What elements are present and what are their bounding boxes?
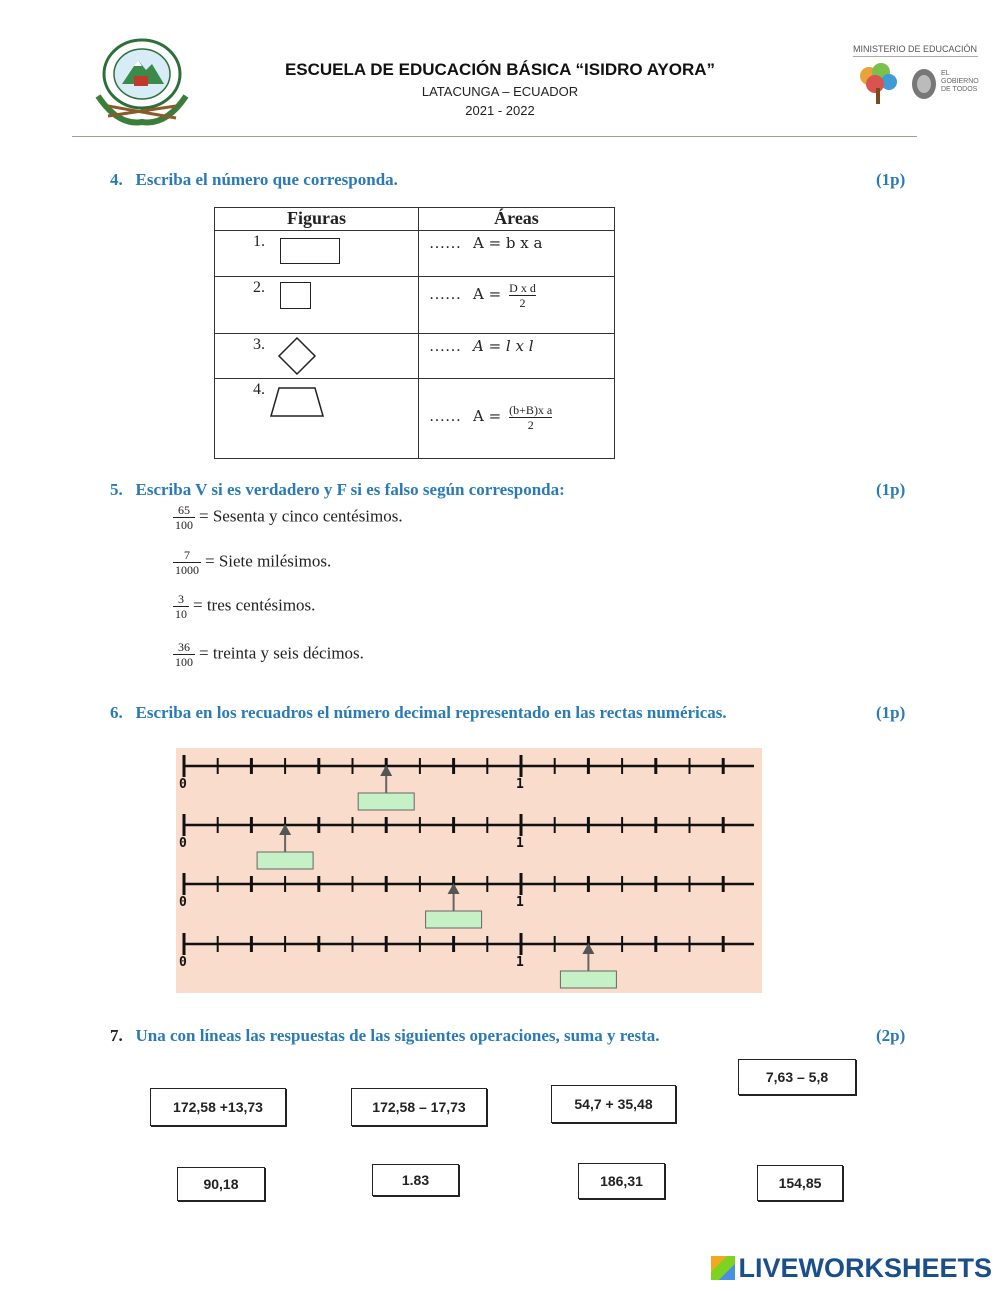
fraction-numerator: 3 xyxy=(178,592,184,606)
label-zero: 0 xyxy=(179,895,187,910)
figure-number: 1. xyxy=(253,233,265,250)
fraction-denominator: 1000 xyxy=(175,563,199,577)
number-lines-panel xyxy=(176,748,762,993)
fraction-denominator: 10 xyxy=(175,607,187,621)
vf-fraction xyxy=(173,503,195,532)
rhombus-shape xyxy=(277,336,317,376)
q5-points: (1p) xyxy=(876,480,906,499)
label-one: 1 xyxy=(516,777,524,792)
formula-fraction xyxy=(509,281,536,310)
vf-statement: = tres centésimos. xyxy=(193,595,316,615)
formula-rectangle: A = b x a xyxy=(473,234,543,252)
operation-box-3[interactable]: 54,7 + 35,48 xyxy=(551,1085,676,1123)
q7-points: (2p) xyxy=(876,1026,906,1045)
q6-title: Escriba en los recuadros el número decimal representado en las rectas numéricas. xyxy=(135,703,727,722)
blank-dots[interactable]: …… xyxy=(429,286,461,304)
operation-box-1[interactable]: 172,58 +13,73 xyxy=(150,1088,286,1126)
trapezoid-shape xyxy=(269,386,325,418)
label-one: 1 xyxy=(516,955,524,970)
gov-line-3: DE TODOS xyxy=(941,86,978,93)
figure-cell-3 xyxy=(215,334,419,379)
formula-lhs: A = xyxy=(473,407,502,426)
vf-statement: = treinta y seis décimos. xyxy=(199,643,364,663)
vf-fraction xyxy=(173,592,189,621)
formula-fraction xyxy=(509,403,552,432)
operation-box-2[interactable]: 172,58 – 17,73 xyxy=(351,1088,487,1126)
q6-heading xyxy=(110,703,727,723)
q6-number: 6. xyxy=(110,703,123,722)
school-name: ESCUELA DE EDUCACIÓN BÁSICA “ISIDRO AYORA” xyxy=(284,60,716,79)
answer-input-box[interactable] xyxy=(257,852,313,869)
vf-item-2 xyxy=(173,548,331,577)
answer-input-box[interactable] xyxy=(358,793,414,810)
q6-points: (1p) xyxy=(876,703,906,722)
operation-box-4[interactable]: 7,63 – 5,8 xyxy=(738,1059,856,1095)
q4-heading xyxy=(110,170,398,190)
label-zero: 0 xyxy=(179,955,187,970)
blank-dots[interactable]: …… xyxy=(429,338,461,355)
label-one: 1 xyxy=(516,836,524,851)
fraction-denominator: 2 xyxy=(509,417,552,432)
school-city: LATACUNGA – ECUADOR xyxy=(421,84,579,99)
fraction-numerator: D x d xyxy=(509,281,536,295)
area-cell-3 xyxy=(419,334,615,379)
q4-points: (1p) xyxy=(876,170,906,189)
answer-input-box[interactable] xyxy=(426,911,482,928)
formula-square: A = l x l xyxy=(473,337,534,355)
area-cell-4 xyxy=(419,379,615,459)
answer-box-2[interactable]: 1.83 xyxy=(372,1164,459,1196)
vf-fraction xyxy=(173,640,195,669)
liveworksheets-logo xyxy=(711,1253,992,1284)
square-shape xyxy=(280,282,311,309)
figure-cell-2 xyxy=(215,277,419,334)
area-cell-2 xyxy=(419,277,615,334)
blank-dots[interactable]: …… xyxy=(429,408,461,426)
fraction-numerator: (b+B)x a xyxy=(509,403,553,417)
rectangle-shape xyxy=(280,238,340,264)
formula-lhs: A = xyxy=(473,285,502,304)
label-zero: 0 xyxy=(179,836,187,851)
liveworksheets-text: LIVEWORKSHEETS xyxy=(738,1253,992,1283)
answer-box-3[interactable]: 186,31 xyxy=(578,1163,665,1199)
figure-cell-4 xyxy=(215,379,419,459)
fraction-denominator: 2 xyxy=(509,295,536,310)
gov-line-1: EL xyxy=(941,70,950,77)
fraction-numerator: 7 xyxy=(184,548,190,562)
figure-number: 3. xyxy=(253,336,265,353)
school-years: 2021 - 2022 xyxy=(465,103,535,118)
areas-table xyxy=(214,207,615,459)
label-zero: 0 xyxy=(179,777,187,792)
vf-item-4 xyxy=(173,640,364,669)
number-lines xyxy=(176,748,762,993)
q7-heading xyxy=(110,1026,660,1046)
figure-number: 2. xyxy=(253,279,265,296)
label-one: 1 xyxy=(516,895,524,910)
q4-title: Escriba el número que corresponda. xyxy=(135,170,398,189)
vf-statement: = Sesenta y cinco centésimos. xyxy=(199,506,403,526)
fraction-numerator: 65 xyxy=(178,503,190,517)
coat-of-arms-icon xyxy=(909,66,939,102)
q5-heading xyxy=(110,480,565,500)
liveworksheets-icon xyxy=(711,1256,735,1280)
answer-input-box[interactable] xyxy=(560,971,616,988)
q5-title: Escriba V si es verdadero y F si es falso según corresponda: xyxy=(135,480,565,499)
vf-item-1 xyxy=(173,503,403,532)
header-divider xyxy=(72,136,917,137)
tree-icon xyxy=(855,62,903,108)
fraction-numerator: 36 xyxy=(178,640,190,654)
q7-title: Una con líneas las respuestas de las siguientes operaciones, suma y resta. xyxy=(135,1026,660,1045)
q5-number: 5. xyxy=(110,480,123,499)
fraction-denominator: 100 xyxy=(175,655,193,669)
blank-dots[interactable]: …… xyxy=(429,235,461,252)
area-cell-1 xyxy=(419,231,615,277)
ministry-label: MINISTERIO DE EDUCACIÓN xyxy=(853,44,978,57)
fraction-denominator: 100 xyxy=(175,518,193,532)
answer-box-4[interactable]: 154,85 xyxy=(757,1165,843,1201)
school-header xyxy=(0,60,1000,118)
col-figures: Figuras xyxy=(215,208,419,231)
col-areas: Áreas xyxy=(419,208,615,231)
vf-fraction xyxy=(173,548,201,577)
figure-cell-1 xyxy=(215,231,419,277)
q4-number: 4. xyxy=(110,170,123,189)
vf-statement: = Siete milésimos. xyxy=(205,551,332,571)
figure-number: 4. xyxy=(253,381,265,398)
gov-line-2: GOBIERNO xyxy=(941,78,979,85)
q7-number: 7. xyxy=(110,1026,123,1045)
ministry-logo xyxy=(853,44,978,112)
answer-box-1[interactable]: 90,18 xyxy=(177,1167,265,1201)
vf-item-3 xyxy=(173,592,315,621)
